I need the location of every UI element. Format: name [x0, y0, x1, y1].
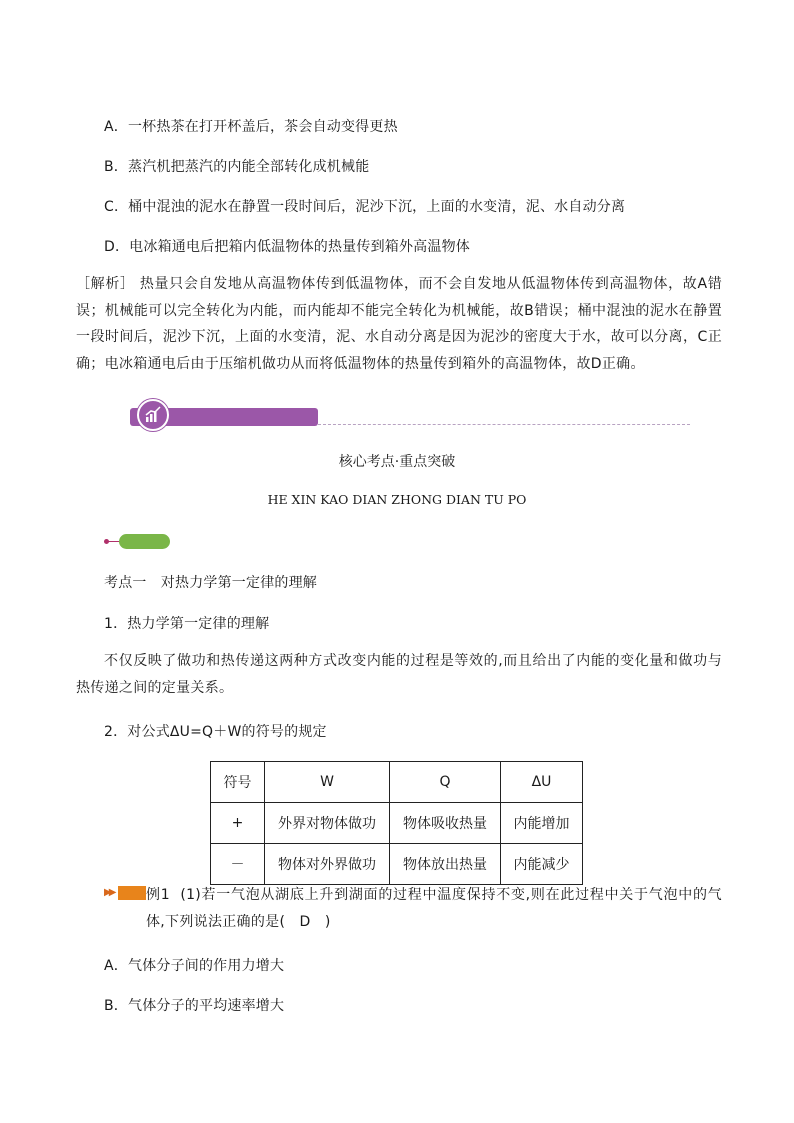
example-question	[146, 882, 722, 935]
example-marker	[118, 886, 146, 900]
chart-icon	[137, 399, 169, 431]
example-option-a: A．气体分子间的作用力增大	[104, 958, 285, 974]
analysis-paragraph: ［解析］ 热量只会自发地从高温物体传到低温物体，而不会自发地从低温物体传到高温物体，故A错误；机械能可以完全转化为内能，而内能却不能完全转化为机械能，故B错误；桶中混浊的泥水在静置一段时间后，泥沙下沉，上面的水变清，泥、水自动分离是因为泥沙的密度大于水，故可以分离，C正确；电冰箱通电后由于压缩机做功从而将低温物体的热量传到箱外的高温物体，故D正确。	[76, 276, 722, 372]
table-header-cell: W	[265, 762, 390, 803]
option-a: A．一杯热茶在打开杯盖后，茶会自动变得更热	[104, 119, 398, 135]
example-question-text: (1)若一气泡从湖底上升到湖面的过程中温度保持不变,则在此过程中关于气泡中的气体,下列说法正确的是( D )	[146, 887, 722, 930]
example-option-b: B．气体分子的平均速率增大	[104, 998, 285, 1014]
table-header-cell: ΔU	[501, 762, 583, 803]
double-arrow-icon: ▶▶	[104, 887, 114, 898]
table-header-row	[211, 762, 583, 803]
option-d: D．电冰箱通电后把箱内低温物体的热量传到箱外高温物体	[104, 239, 470, 255]
table-row	[211, 803, 583, 844]
kaodian-item-2: 2．对公式ΔU=Q＋W的符号的规定	[104, 724, 327, 740]
sign-table	[210, 761, 583, 885]
table-cell: －	[211, 844, 265, 885]
table-header-cell: 符号	[211, 762, 265, 803]
section-pinyin: HE XIN KAO DIAN ZHONG DIAN TU PO	[267, 492, 527, 507]
kaodian-marker	[119, 534, 170, 549]
table-cell: 物体对外界做功	[265, 844, 390, 885]
table-cell: 内能减少	[501, 844, 583, 885]
table-header-cell: Q	[390, 762, 501, 803]
section-title: 核心考点·重点突破	[338, 454, 456, 470]
section-divider	[318, 424, 690, 425]
kaodian-title: 考点一 对热力学第一定律的理解	[104, 575, 317, 591]
kaodian-item-1: 1．热力学第一定律的理解	[104, 616, 270, 632]
table-cell: +	[211, 803, 265, 844]
table-cell: 内能增加	[501, 803, 583, 844]
example-label: 例1	[146, 887, 170, 903]
option-c: C．桶中混浊的泥水在静置一段时间后，泥沙下沉，上面的水变清，泥、水自动分离	[104, 199, 626, 215]
table-cell: 物体吸收热量	[390, 803, 501, 844]
table-row	[211, 844, 583, 885]
option-b: B．蒸汽机把蒸汽的内能全部转化成机械能	[104, 159, 370, 175]
table-cell: 物体放出热量	[390, 844, 501, 885]
table-cell: 外界对物体做功	[265, 803, 390, 844]
kaodian-item-1-text: 不仅反映了做功和热传递这两种方式改变内能的过程是等效的,而且给出了内能的变化量和做功与热传递之间的定量关系。	[76, 653, 722, 696]
